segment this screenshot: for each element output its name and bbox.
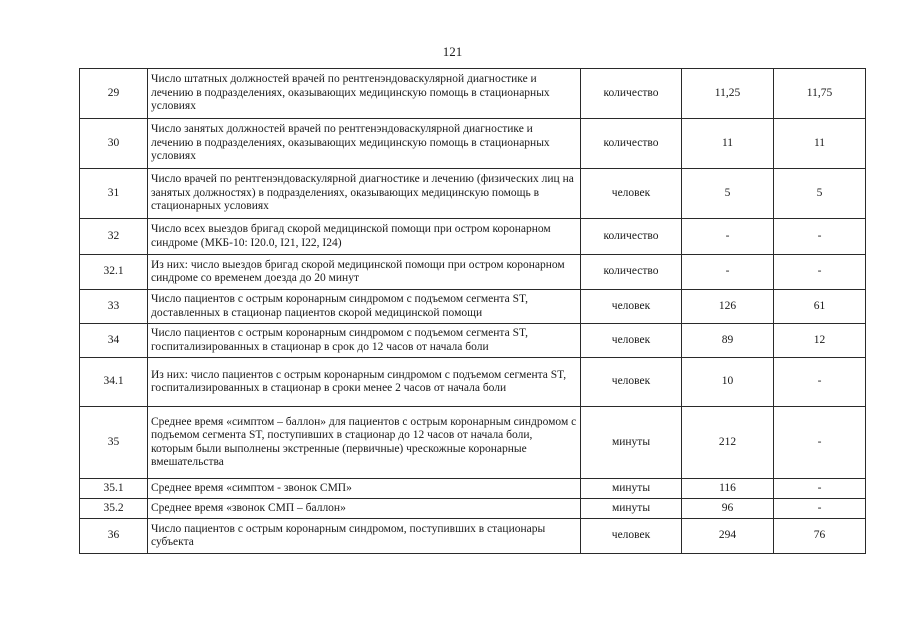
- page-number: 121: [442, 44, 463, 59]
- indicator-name: Среднее время «звонок СМП – баллон»: [148, 499, 581, 519]
- value-cell-2: 11,75: [774, 69, 866, 119]
- value-cell-2: 11: [774, 119, 866, 169]
- row-number: 35.1: [80, 479, 148, 499]
- value-cell-1: -: [682, 255, 774, 290]
- table-row: [80, 407, 866, 479]
- row-number: 34: [80, 324, 148, 358]
- unit-cell: человек: [581, 358, 682, 407]
- value-cell-2: 76: [774, 519, 866, 554]
- unit-cell: количество: [581, 255, 682, 290]
- value-cell-2: -: [774, 499, 866, 519]
- table-row: [80, 169, 866, 219]
- value-cell-1: 96: [682, 499, 774, 519]
- value-cell-1: 212: [682, 407, 774, 479]
- table-row: [80, 255, 866, 290]
- table-row: [80, 290, 866, 324]
- value-cell-1: 11: [682, 119, 774, 169]
- table-row: [80, 358, 866, 407]
- unit-cell: человек: [581, 169, 682, 219]
- value-cell-2: -: [774, 358, 866, 407]
- value-cell-2: 5: [774, 169, 866, 219]
- value-cell-2: -: [774, 255, 866, 290]
- indicator-name: Из них: число выездов бригад скорой медицинской помощи при остром коронарном синдроме со временем доезда до 20 минут: [148, 255, 581, 290]
- value-cell-1: 116: [682, 479, 774, 499]
- row-number: 35: [80, 407, 148, 479]
- indicator-name: Среднее время «симптом – баллон» для пациентов с острым коронарным синдромом с подъемом сегмента ST, поступивших в стационар до 12 часов от начала боли, которым были выполнены экстренные (первичные) чрескожные коронарные вмешательства: [148, 407, 581, 479]
- table-row: [80, 324, 866, 358]
- row-number: 32.1: [80, 255, 148, 290]
- row-number: 29: [80, 69, 148, 119]
- indicators-table: [79, 68, 866, 554]
- value-cell-2: -: [774, 407, 866, 479]
- unit-cell: человек: [581, 290, 682, 324]
- value-cell-1: -: [682, 219, 774, 255]
- row-number: 34.1: [80, 358, 148, 407]
- row-number: 30: [80, 119, 148, 169]
- unit-cell: количество: [581, 69, 682, 119]
- indicator-name: Число пациентов с острым коронарным синдромом с подъемом сегмента ST, госпитализированных в стационар в срок до 12 часов от начала боли: [148, 324, 581, 358]
- row-number: 33: [80, 290, 148, 324]
- value-cell-1: 294: [682, 519, 774, 554]
- value-cell-1: 126: [682, 290, 774, 324]
- unit-cell: минуты: [581, 499, 682, 519]
- value-cell-2: 61: [774, 290, 866, 324]
- unit-cell: количество: [581, 219, 682, 255]
- indicator-name: Число врачей по рентгенэндоваскулярной диагностике и лечению (физических лиц на занятых должностях) в подразделениях, оказывающих медицинскую помощь в стационарных условиях: [148, 169, 581, 219]
- indicator-name: Число всех выездов бригад скорой медицинской помощи при остром коронарном синдроме (МКБ-10: I20.0, I21, I22, I24): [148, 219, 581, 255]
- table-row: [80, 479, 866, 499]
- row-number: 36: [80, 519, 148, 554]
- unit-cell: количество: [581, 119, 682, 169]
- unit-cell: человек: [581, 324, 682, 358]
- value-cell-2: -: [774, 219, 866, 255]
- value-cell-1: 89: [682, 324, 774, 358]
- table-row: [80, 69, 866, 119]
- value-cell-2: 12: [774, 324, 866, 358]
- value-cell-1: 5: [682, 169, 774, 219]
- indicator-name: Число пациентов с острым коронарным синдромом с подъемом сегмента ST, доставленных в стационар пациентов скорой медицинской помощи: [148, 290, 581, 324]
- row-number: 32: [80, 219, 148, 255]
- value-cell-1: 10: [682, 358, 774, 407]
- indicator-name: Из них: число пациентов с острым коронарным синдромом с подъемом сегмента ST, госпитализированных в стационар в сроки менее 2 часов от начала боли: [148, 358, 581, 407]
- indicator-name: Число пациентов с острым коронарным синдромом, поступивших в стационары субъекта: [148, 519, 581, 554]
- value-cell-1: 11,25: [682, 69, 774, 119]
- indicator-name: Среднее время «симптом - звонок СМП»: [148, 479, 581, 499]
- table-row: [80, 519, 866, 554]
- row-number: 35.2: [80, 499, 148, 519]
- table-row: [80, 219, 866, 255]
- value-cell-2: -: [774, 479, 866, 499]
- table-row: [80, 119, 866, 169]
- row-number: 31: [80, 169, 148, 219]
- unit-cell: человек: [581, 519, 682, 554]
- table-row: [80, 499, 866, 519]
- indicator-name: Число занятых должностей врачей по рентгенэндоваскулярной диагностике и лечению в подразделениях, оказывающих медицинскую помощь в стационарных условиях: [148, 119, 581, 169]
- unit-cell: минуты: [581, 479, 682, 499]
- unit-cell: минуты: [581, 407, 682, 479]
- indicator-name: Число штатных должностей врачей по рентгенэндоваскулярной диагностике и лечению в подразделениях, оказывающих медицинскую помощь в стационарных условиях: [148, 69, 581, 119]
